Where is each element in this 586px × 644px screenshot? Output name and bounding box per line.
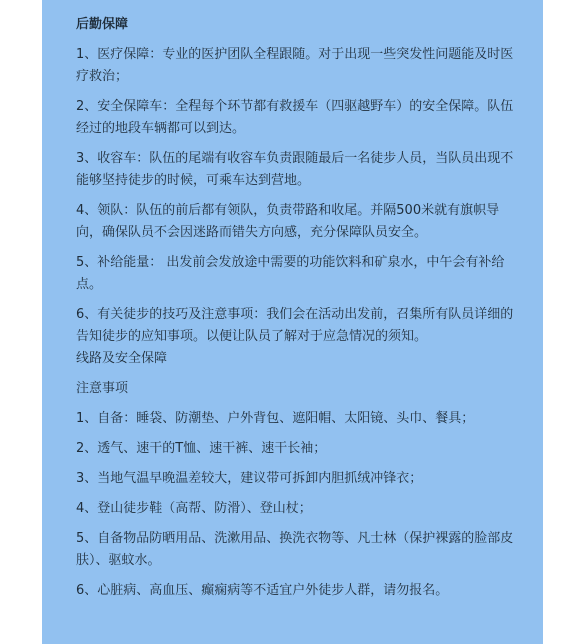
- paragraph-medical: 1、医疗保障：专业的医护团队全程跟随。对于出现一些突发性问题能及时医疗救治；: [76, 47, 514, 84]
- paragraph-sweep-vehicle: 3、收容车：队伍的尾端有收容车负责跟随最后一名徒步人员，当队员出现不能够坚持徒步的时候，可乘车达到营地。: [76, 151, 514, 188]
- route-safety-label: 线路及安全保障: [76, 351, 168, 366]
- notes-title: 注意事项: [76, 381, 129, 396]
- section-title-logistics: 后勤保障: [76, 17, 129, 32]
- note-item-shoes: 4、登山徒步鞋（高帮、防滑）、登山杖；: [76, 501, 312, 516]
- content-panel: [42, 0, 543, 644]
- paragraph-leaders: 4、领队：队伍的前后都有领队，负责带路和收尾。并隔500米就有旗帜导向，确保队员不会因迷路而错失方向感，充分保障队员安全。: [76, 203, 500, 240]
- paragraph-hiking-tips: 6、有关徒步的技巧及注意事项：我们会在活动出发前，召集所有队员详细的告知徒步的应知事项。以便让队员了解对于应急情况的须知。: [76, 307, 514, 344]
- paragraph-supplies: 5、补给能量： 出发前会发放途中需要的功能饮料和矿泉水，中午会有补给点。: [76, 255, 505, 292]
- note-item-gear: 1、自备：睡袋、防潮垫、户外背包、遮阳帽、太阳镜、头巾、餐具；: [76, 411, 475, 426]
- note-item-personal-items: 5、自备物品防晒用品、洗漱用品、换洗衣物等、凡士林（保护裸露的脸部皮肤）、驱蚊水。: [76, 531, 514, 568]
- note-item-clothing: 2、透气、速干的T恤、速干裤、速干长袖；: [76, 441, 327, 456]
- note-item-jacket: 3、当地气温早晚温差较大，建议带可拆卸内胆抓绒冲锋衣；: [76, 471, 423, 486]
- note-item-health-warning: 6、心脏病、高血压、癫痫病等不适宜户外徒步人群，请勿报名。: [76, 583, 449, 598]
- paragraph-safety-vehicle: 2、安全保障车：全程每个环节都有救援车（四驱越野车）的安全保障。队伍经过的地段车辆都可以到达。: [76, 99, 514, 136]
- article-body: [76, 14, 518, 602]
